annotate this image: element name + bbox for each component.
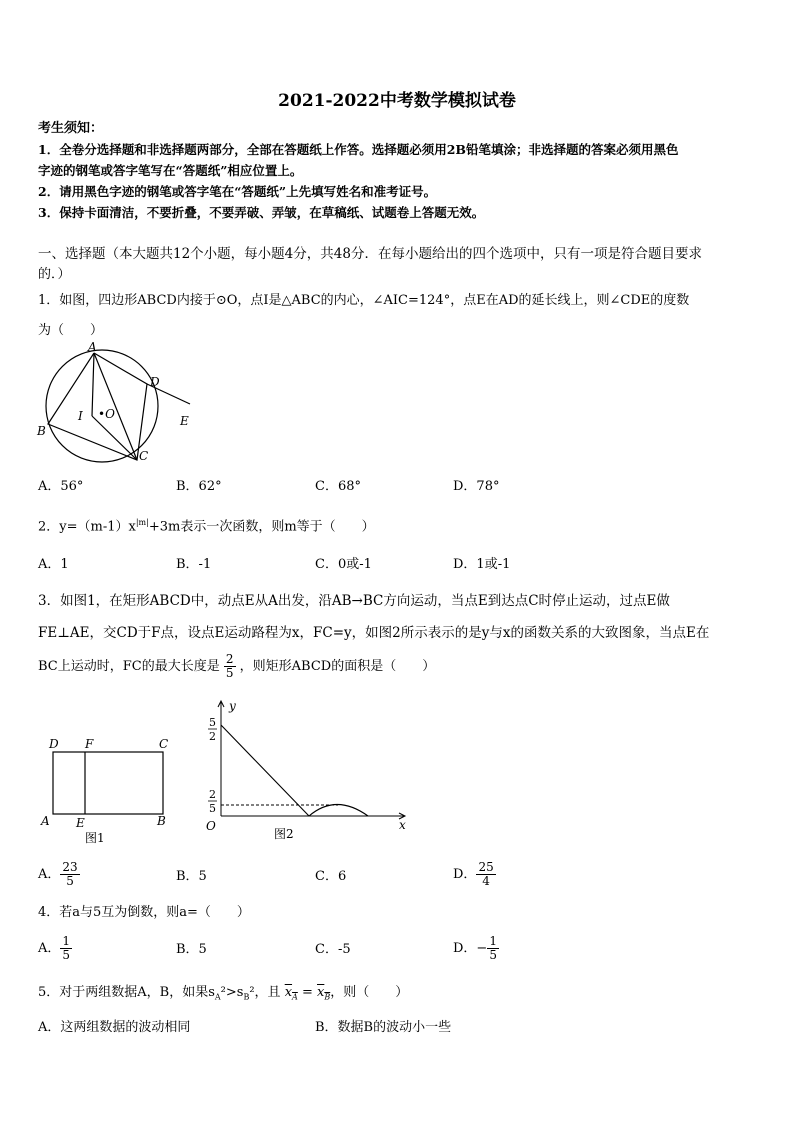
question-4-text: 4．若a与5互为倒数，则a=（ ） (38, 905, 250, 920)
segment-ic (92, 416, 137, 460)
q5-sub-b: B (243, 992, 250, 1002)
numerator: 23 (62, 860, 78, 874)
label-b: B (157, 814, 166, 828)
q5-mid2: ²，且 (249, 985, 281, 1000)
question-2-text (38, 514, 375, 536)
q5-option-b[interactable]: B．数据B的波动小一些 (315, 1020, 452, 1035)
q3-option-c[interactable]: C．6 (315, 869, 347, 884)
q2-option-a[interactable]: A．1 (38, 557, 69, 572)
question-5-text (38, 984, 408, 1007)
denominator: 4 (482, 874, 490, 888)
notice-line: 字迹的钢笔或答字笔写在“答题纸”相应位置上。 (38, 163, 303, 178)
q5-post: ，则（ ） (330, 985, 409, 1000)
rectangle-abcd (53, 752, 163, 814)
label-a: A (88, 340, 97, 354)
numerator: 1 (62, 934, 71, 948)
question-1-text: 1．如图，四边形ABCD内接于⊙O，点I是△ABC的内心，∠AIC=124°，点E在AD的延长线上，则∠CDE的度数 (38, 293, 690, 308)
q5-pre: 5．对于两组数据A，B，如果s (38, 985, 215, 1000)
question-3-text-cont: FE⊥AE，交CD于F点，设点E运动路程为x，FC=y，如图2所示表示的是y与x的函数关系的大致图象，当点E在 (38, 625, 710, 641)
graph-line-segment (221, 725, 309, 816)
q3-option-b[interactable]: B．5 (176, 869, 207, 884)
question-1-text-cont: 为（ ） (38, 323, 104, 338)
q1-option-c[interactable]: C．68° (315, 479, 361, 494)
mean-b (317, 985, 330, 1000)
notice-line: 1．全卷分选择题和非选择题两部分，全部在答题纸上作答。选择题必须用2B铅笔填涂；非选择题的答案必须用黑色 (38, 142, 679, 157)
q4-option-b[interactable]: B．5 (176, 942, 207, 957)
figure-2-caption: 图2 (274, 827, 294, 841)
q4-option-a[interactable] (38, 932, 72, 966)
q3-figure-2 (198, 698, 418, 848)
q5-option-a[interactable]: A．这两组数据的波动相同 (38, 1020, 191, 1035)
question-3-text: 3．如图1，在矩形ABCD中，动点E从A出发，沿AB→BC方向运动，当点E到达点C时停止运动，过点E做 (38, 593, 670, 609)
q3-option-d[interactable] (453, 858, 496, 892)
option-fraction (487, 935, 499, 962)
tick-top-numerator: 5 (209, 716, 216, 729)
denominator: 5 (489, 948, 497, 962)
q3-max-fraction (224, 653, 236, 680)
q3-option-a[interactable] (38, 858, 80, 892)
label-y: y (229, 699, 236, 713)
label-x: x (399, 818, 406, 832)
q1-option-b[interactable]: B．62° (176, 479, 222, 494)
option-fraction (60, 861, 79, 888)
q2-option-d[interactable]: D．1或-1 (453, 557, 511, 572)
mean-a-var: x (284, 985, 293, 1000)
q2-post: +3m表示一次函数，则m等于（ ） (148, 519, 375, 535)
q3-figure-1 (38, 735, 178, 845)
label-e: E (180, 414, 189, 428)
option-label: D． (453, 867, 477, 882)
q3-line3-pre: BC上运动时，FC的最大长度是 (38, 659, 220, 674)
mean-b-sub: B (324, 992, 331, 1002)
q2-exponent: |m| (135, 518, 149, 527)
q1-option-d[interactable]: D．78° (453, 479, 500, 494)
tick-top-denominator: 2 (209, 730, 216, 743)
segment-ai (92, 353, 94, 416)
mean-a (285, 985, 298, 1000)
notice-heading: 考生须知： (38, 121, 104, 136)
section-heading: 一、选择题（本大题共12个小题，每小题4分，共48分．在每小题给出的四个选项中，只有一项是符合题目要求 (38, 246, 702, 262)
label-c: C (159, 737, 169, 751)
label-f: F (85, 737, 94, 751)
page-title: 2021-2022中考数学模拟试卷 (278, 91, 516, 111)
numerator: 1 (489, 934, 497, 948)
label-a: A (41, 814, 50, 828)
q2-option-b[interactable]: B．-1 (176, 557, 212, 572)
label-d: D (49, 737, 59, 751)
question-3-text-line3 (38, 650, 435, 684)
notice-line: 2．请用黑色字迹的钢笔或答字笔在“答题纸”上先填写姓名和准考证号。 (38, 184, 437, 199)
q2-option-c[interactable]: C．0或-1 (315, 557, 372, 572)
label-b: B (37, 424, 46, 438)
denominator: 5 (225, 666, 234, 680)
q4-option-c[interactable]: C．-5 (315, 942, 351, 957)
mean-a-sub: A (292, 992, 298, 1002)
q5-mid: ²>s (220, 985, 244, 1000)
q1-circle-figure (30, 340, 220, 470)
label-d: D (150, 375, 160, 389)
q5-equals: = (297, 985, 317, 1000)
q4-option-d[interactable] (453, 932, 499, 966)
label-e: E (76, 816, 85, 830)
option-label: D．− (453, 941, 488, 956)
tick-mid-denominator: 5 (209, 802, 216, 815)
label-origin: O (206, 819, 216, 833)
q2-pre: 2．y=（m-1）x (38, 519, 136, 535)
denominator: 5 (66, 874, 74, 888)
label-o: •O (98, 407, 115, 421)
numerator: 2 (225, 652, 234, 666)
option-fraction (476, 861, 495, 888)
notice-line: 3．保持卡面清洁，不要折叠，不要弄破、弄皱，在草稿纸、试题卷上答题无效。 (38, 205, 485, 220)
option-fraction (60, 935, 72, 962)
q1-option-a[interactable]: A．56° (38, 479, 84, 494)
option-label: A． (38, 941, 61, 956)
mean-b-var: x (317, 985, 325, 1000)
label-i: I (78, 409, 83, 423)
q3-line3-post: ，则矩形ABCD的面积是（ ） (239, 659, 436, 674)
numerator: 25 (478, 860, 494, 874)
graph-curve (309, 805, 368, 817)
section-heading-cont: 的．） (38, 267, 71, 282)
q5-sub-a: A (214, 992, 221, 1002)
tick-mid-numerator: 2 (209, 788, 216, 801)
option-label: A． (38, 867, 61, 882)
denominator: 5 (62, 948, 71, 962)
figure-1-caption: 图1 (85, 831, 105, 845)
label-c: C (139, 449, 149, 463)
